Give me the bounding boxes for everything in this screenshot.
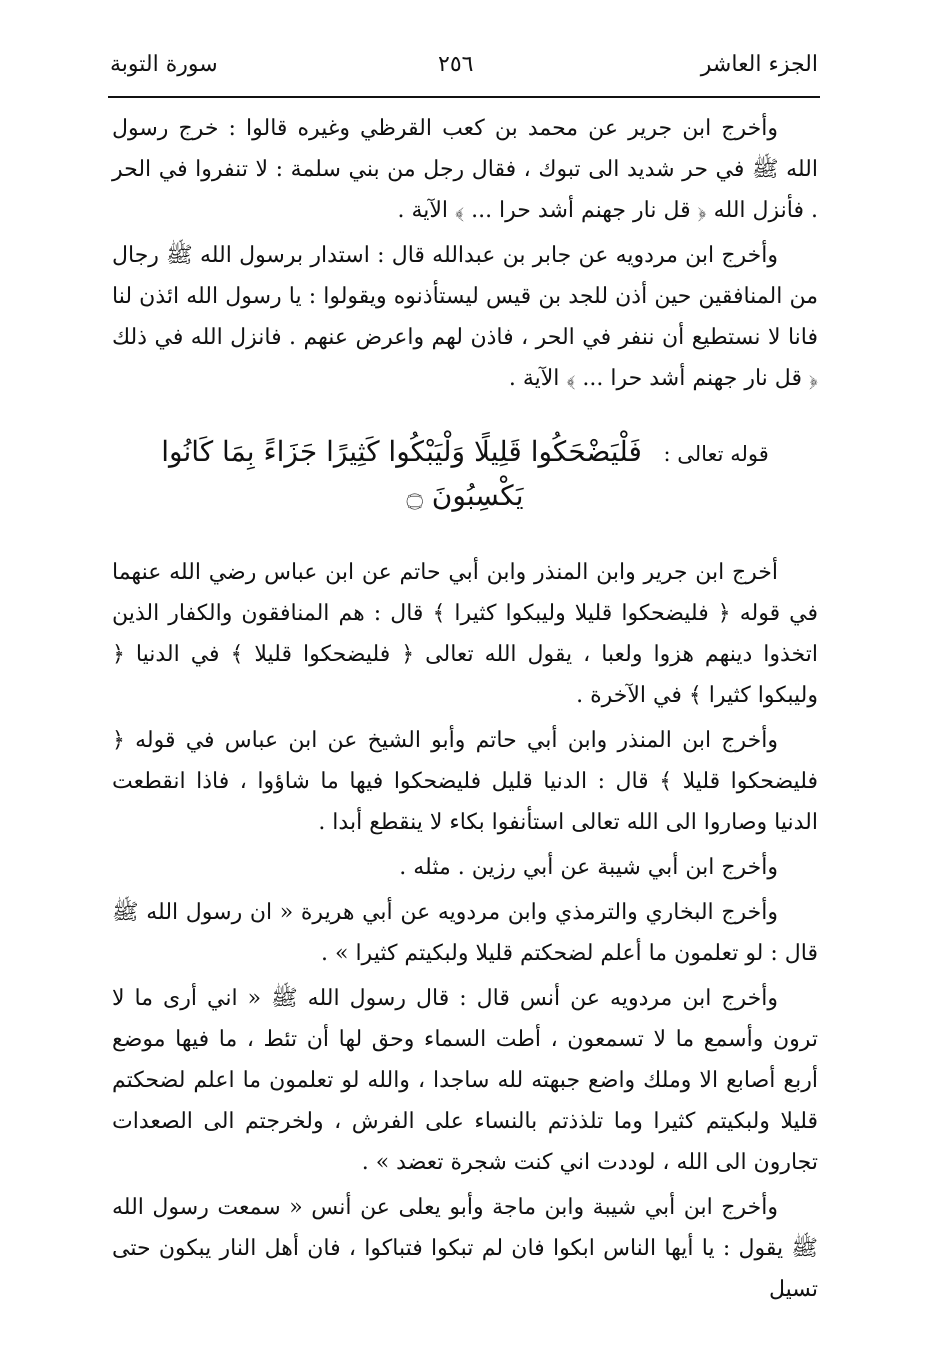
verse-label: قوله تعالى : xyxy=(663,442,769,466)
paragraph: وأخرج ابن مردويه عن جابر بن عبدالله قال : استدار برسول الله ﷺ رجال من المنافقين حين أذن للجد بن قيس ليستأذنوه ويقولوا : يا رسول الله ائذن لنا فانا لا نستطيع أن ننفر في الحر ، فاذن لهم واعرض عنهم . فانزل الله في ذلك ﴿ قل نار جهنم أشد حرا ... ﴾ الآية . xyxy=(112,243,818,391)
juz-label: الجزء العاشر xyxy=(700,52,818,77)
verse-text: فَلْيَضْحَكُوا قَلِيلًا وَلْيَبْكُوا كَثِيرًا جَزَاءً بِمَا كَانُوا يَكْسِبُونَ ۝ xyxy=(161,435,642,512)
surah-label: سورة التوبة xyxy=(110,52,218,77)
page-body xyxy=(112,108,818,1314)
paragraph: وأخرج ابن جرير عن محمد بن كعب القرظي وغيره قالوا : خرج رسول الله ﷺ في حر شديد الى تبوك ، فقال رجل من بني سلمة : لا تنفروا في الحر . فأنزل الله ﴿ قل نار جهنم أشد حرا ... ﴾ الآية . xyxy=(112,116,819,223)
header-rule xyxy=(108,96,820,98)
paragraph: وأخرج ابن أبي شيبة وابن ماجة وأبو يعلى عن أنس « سمعت رسول الله ﷺ يقول : يا أيها الناس ابكوا فان لم تبكوا فتباكوا ، فان أهل النار يبكون حتى تسيل xyxy=(112,1195,818,1302)
paragraph: وأخرج ابن أبي شيبة عن أبي رزين . مثله . xyxy=(399,855,778,880)
page-header xyxy=(108,48,820,88)
paragraph: أخرج ابن جرير وابن المنذر وابن أبي حاتم عن ابن عباس رضي الله عنهما في قوله ﴿ فليضحكوا قليلا وليبكوا كثيرا ﴾ قال : هم المنافقون والكفار الذين اتخذوا دينهم هزوا ولعبا ، يقول الله تعالى ﴿ فليضحكوا قليلا ﴾ في الدنيا ﴿ وليبكوا كثيرا ﴾ في الآخرة . xyxy=(112,560,818,708)
verse-heading xyxy=(112,431,818,518)
paragraph: وأخرج ابن المنذر وابن أبي حاتم وأبو الشيخ عن ابن عباس في قوله ﴿ فليضحكوا قليلا ﴾ قال : الدنيا قليل فليضحكوا فيها ما شاؤوا ، فاذا انقطعت الدنيا وصاروا الى الله تعالى استأنفوا بكاء لا ينقطع أبدا . xyxy=(112,728,818,835)
page-number: ٢٥٦ xyxy=(438,52,474,77)
paragraph: وأخرج ابن مردويه عن أنس قال : قال رسول الله ﷺ « اني أرى ما لا ترون وأسمع ما لا تسمعون ، أطت السماء وحق لها أن تئط ، ما فيها موضع أربع أصابع الا وملك واضع جبهته لله ساجدا ، والله لو تعلمون ما اعلم لضحكتم قليلا ولبكيتم كثيرا وما تلذذتم بالنساء على الفرش ، ولخرجتم الى الصعدات تجارون الى الله ، لوددت اني كنت شجرة تعضد » . xyxy=(112,986,818,1175)
paragraph: وأخرج البخاري والترمذي وابن مردويه عن أبي هريرة « ان رسول الله ﷺ قال : لو تعلمون ما أعلم لضحكتم قليلا ولبكيتم كثيرا » . xyxy=(112,900,818,966)
